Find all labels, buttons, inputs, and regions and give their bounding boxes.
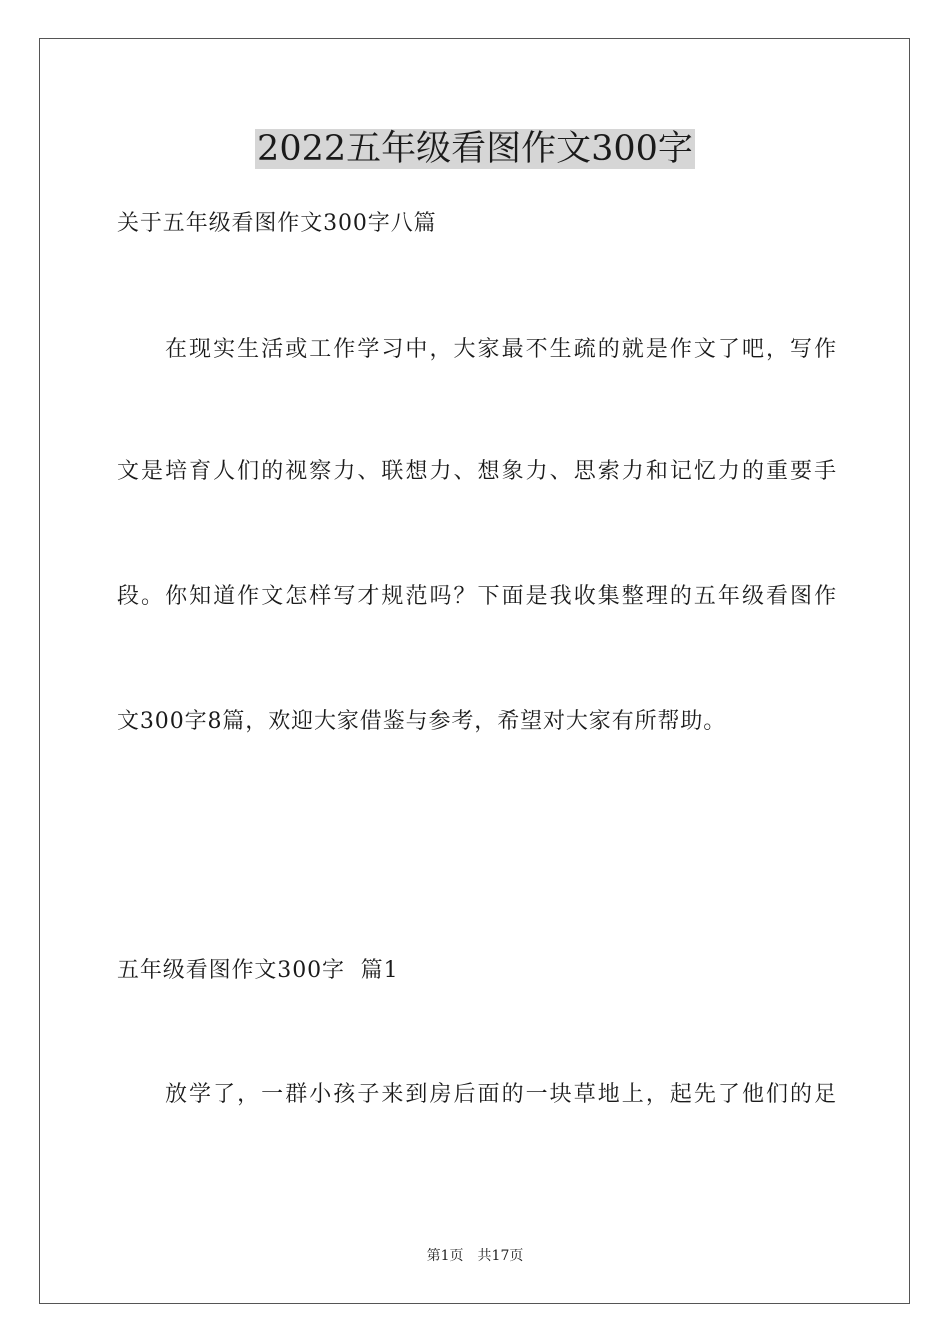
document-title [0, 127, 950, 171]
document-title-text: 2022五年级看图作文300字 [257, 129, 693, 169]
intro-paragraph-line-1: 在现实生活或工作学习中，大家最不生疏的就是作文了吧，写作 [165, 337, 837, 362]
document-subtitle: 关于五年级看图作文300字八篇 [117, 211, 437, 236]
intro-paragraph-line-3: 段。你知道作文怎样写才规范吗？下面是我收集整理的五年级看图作 [117, 584, 837, 609]
page-footer [0, 1247, 950, 1265]
intro-paragraph-line-2: 文是培育人们的视察力、联想力、想象力、思索力和记忆力的重要手 [117, 459, 837, 484]
page-number: 第1页 [426, 1248, 464, 1264]
intro-paragraph-line-4: 文300字8篇，欢迎大家借鉴与参考，希望对大家有所帮助。 [117, 709, 727, 734]
section-heading: 五年级看图作文300字 篇1 [117, 958, 399, 983]
section-paragraph-line-1: 放学了，一群小孩子来到房后面的一块草地上，起先了他们的足 [165, 1082, 837, 1107]
page-total: 共17页 [477, 1248, 524, 1264]
